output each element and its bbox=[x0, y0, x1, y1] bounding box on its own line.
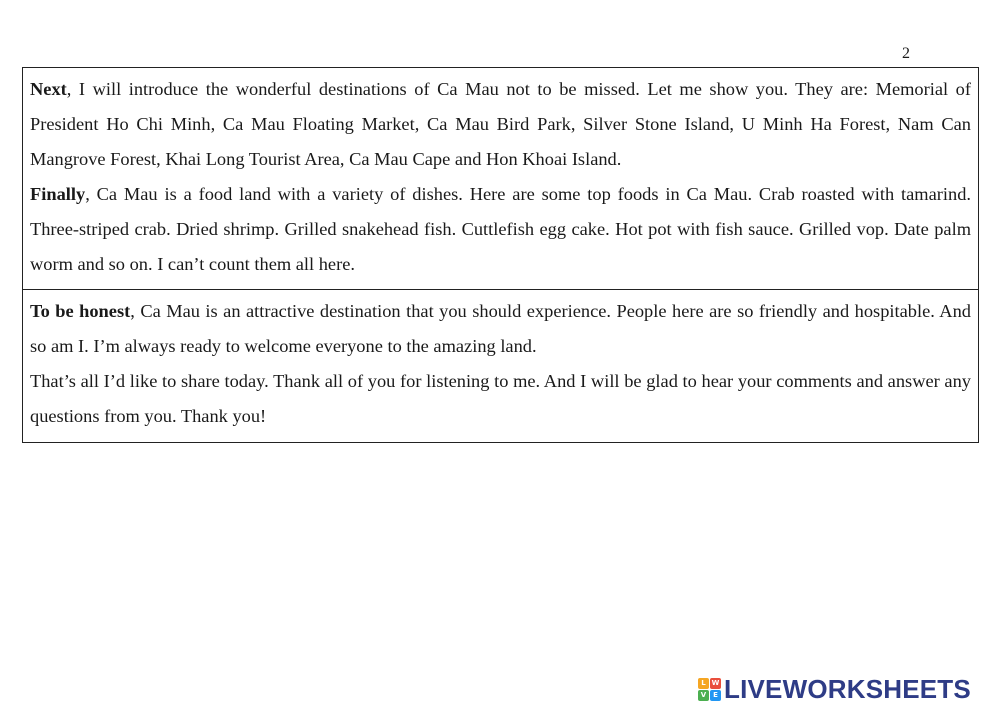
paragraph-closing bbox=[30, 364, 971, 434]
logo-tile: W bbox=[711, 678, 720, 687]
brand-name: LIVEWORKSHEETS bbox=[724, 673, 971, 704]
page-number: 2 bbox=[902, 45, 910, 62]
logo-tile: L bbox=[698, 678, 709, 689]
logo-tile: V bbox=[698, 690, 709, 701]
paragraph-text: That’s all I’d like to share today. Thank all of you for listening to me. And I will be glad to hear your comments and answer any questions from you. Thank you! bbox=[30, 371, 971, 426]
paragraph-honest bbox=[30, 294, 971, 364]
paragraph-text: , Ca Mau is a food land with a variety of dishes. Here are some top foods in Ca Mau. Crab roasted with tamarind. Three-striped crab. Dried shrimp. Grilled snakehead fish. Cuttlefish egg cake. Hot pot with fish sauce. Grilled vop. Date palm worm and so on. I can’t count them all here. bbox=[30, 184, 971, 274]
paragraph-lead: Finally bbox=[30, 184, 86, 204]
paragraph-foods bbox=[30, 177, 971, 282]
paragraph-text: , I will introduce the wonderful destinations of Ca Mau not to be missed. Let me show you. They are: Memorial of President Ho Chi Minh, Ca Mau Floating Market, Ca Mau Bird Park, Silver Stone Island, U Minh Ha Forest, Nam Can Mangrove Forest, Khai Long Tourist Area, Ca Mau Cape and Hon Khoai Island. bbox=[30, 79, 971, 169]
content-table bbox=[22, 67, 979, 443]
paragraph-lead: Next bbox=[30, 79, 67, 99]
paragraph-lead: To be honest bbox=[30, 301, 131, 321]
liveworksheets-logo-icon bbox=[698, 678, 721, 701]
paragraph-text: , Ca Mau is an attractive destination that you should experience. People here are so friendly and hospitable. And so am I. I’m always ready to welcome everyone to the amazing land. bbox=[30, 301, 971, 356]
table-cell-conclusion bbox=[23, 289, 978, 442]
logo-tile: E bbox=[710, 690, 721, 701]
table-cell-destinations-foods bbox=[23, 68, 978, 289]
liveworksheets-watermark bbox=[698, 672, 971, 706]
paragraph-destinations bbox=[30, 72, 971, 177]
